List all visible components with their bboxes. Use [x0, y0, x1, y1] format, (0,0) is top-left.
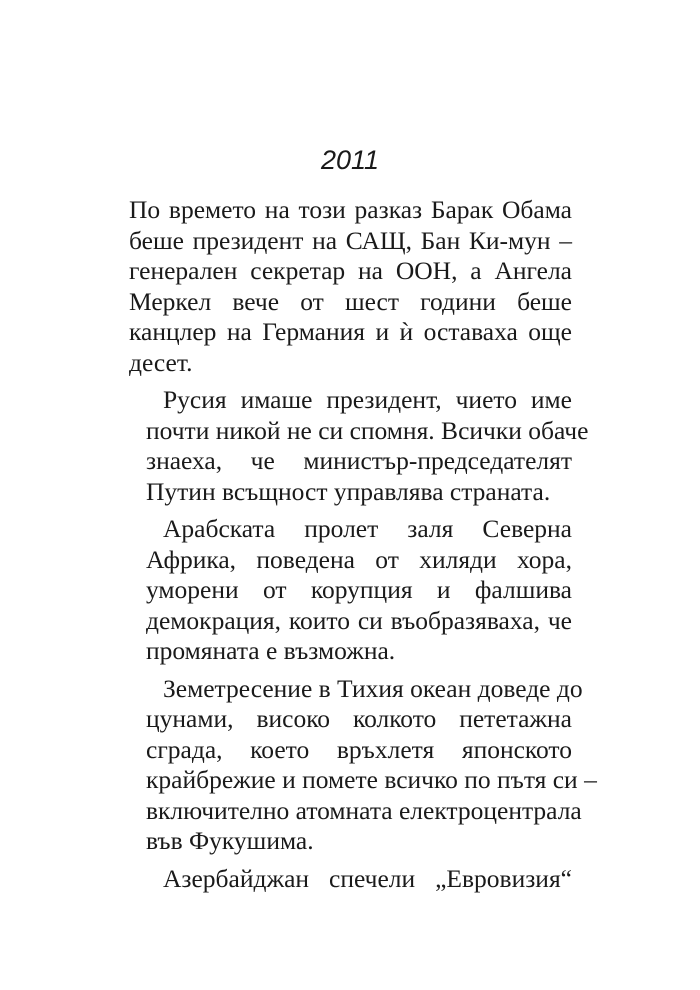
text-line: промяната е възможна.: [146, 636, 396, 665]
text-line: Азербайджан спечели „Евровизия“: [163, 863, 572, 893]
text-line: Земетресение в Тихия океан доведе до: [163, 673, 583, 703]
text-line: сграда, което връхлетя японското: [146, 734, 572, 764]
text-line: канцлер на Германия и ѝ оставаха още: [129, 317, 572, 346]
paragraph-1: [129, 195, 572, 378]
paragraph-2: [129, 385, 589, 507]
text-line: Русия имаше президент, чието име: [163, 385, 572, 414]
text-line: генерален секретар на ООН, а Ангела: [129, 256, 572, 285]
text-line: Арабската пролет заля Северна: [163, 514, 572, 543]
paragraph-4: [129, 673, 597, 857]
text-line: цунами, високо колкото пететажна: [146, 704, 572, 733]
text-line: крайбрежие и помете всичко по пътя си –: [146, 765, 597, 794]
text-line: във Фукушима.: [146, 826, 314, 855]
text-line: Меркел вече от шест години беше: [129, 286, 572, 316]
chapter-title: 2011: [320, 145, 380, 175]
text-line: По времето на този разказ Барак Обама: [129, 195, 572, 224]
text-line: беше президент на САЩ, Бан Ки-мун –: [129, 225, 572, 255]
text-line: включително атомната електроцентрала: [146, 795, 582, 825]
text-line: Африка, поведена от хиляди хора,: [146, 544, 572, 574]
paragraph-5: [129, 864, 572, 895]
text-line: демокрация, които си въобразяваха, че: [146, 605, 572, 635]
text-line: знаеха, че министър-председателят: [146, 446, 572, 475]
paragraph-3: [129, 514, 572, 667]
text-line: десет.: [129, 347, 193, 377]
text-line: почти никой не си спомня. Всички обаче: [146, 415, 589, 445]
text-line: Путин всъщност управлява страната.: [146, 476, 551, 506]
body-text: [129, 195, 597, 901]
text-line: уморени от корупция и фалшива: [146, 575, 572, 604]
